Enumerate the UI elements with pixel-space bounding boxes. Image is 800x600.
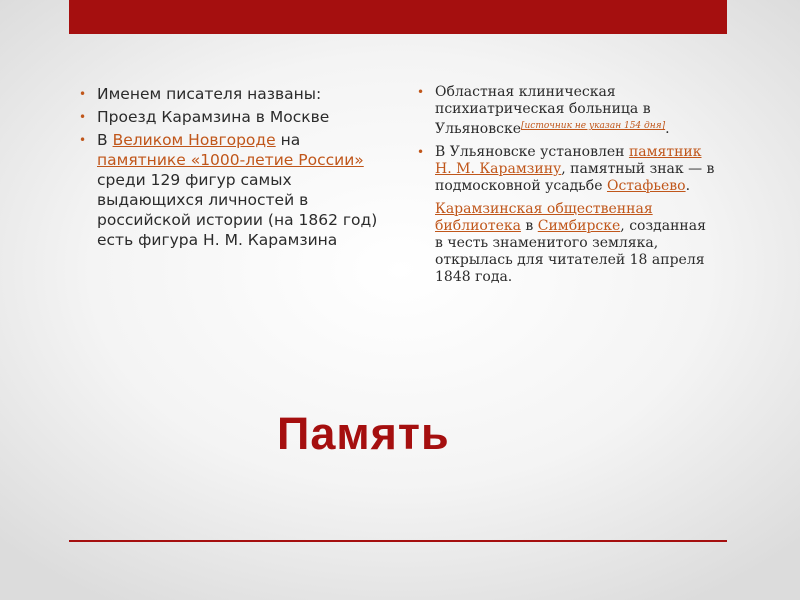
list-item <box>417 84 717 138</box>
list-text: В <box>97 131 113 149</box>
link-karamzin-library[interactable]: Карамзинская общественная библиотека <box>435 201 653 234</box>
list-text: , памятный знак — в подмосковной усадьбе <box>435 161 715 194</box>
link-simbirsk[interactable]: Симбирске <box>537 218 621 234</box>
list-text: , созданная в честь знаменитого земляка, открылась для читателей 18 апреля 1848 года. <box>435 218 706 285</box>
list-item <box>417 201 717 286</box>
link-ostafyevo[interactable]: Остафьево <box>606 178 686 194</box>
left-column <box>79 84 379 253</box>
list-item <box>79 84 379 104</box>
list-text: . <box>665 121 670 137</box>
list-text: . <box>685 178 691 194</box>
list-item <box>79 130 379 250</box>
bullet-icon: • <box>417 85 425 99</box>
link-monument-1000[interactable]: памятнике «1000-летие России» <box>97 151 364 169</box>
list-text: Проезд Карамзина в Москве <box>97 108 330 126</box>
list-item <box>79 107 379 127</box>
link-veliky-novgorod[interactable]: Великом Новгороде <box>112 131 276 149</box>
top-accent-bar <box>69 0 727 34</box>
list-heading: Именем писателя названы: <box>97 85 322 103</box>
right-column <box>417 84 717 286</box>
list-text: среди 129 фигур самых выдающихся личностей в российской истории (на 1862 год) есть фигура Н. М. Карамзина <box>97 171 378 249</box>
link-monument-karamzin[interactable]: памятник Н. М. Карамзину <box>435 144 702 177</box>
bullet-icon: • <box>79 87 87 101</box>
list-text: на <box>275 131 301 149</box>
bullet-icon: • <box>79 133 87 147</box>
list-text: в <box>520 218 538 234</box>
list-text: В Ульяновске установлен <box>435 144 629 160</box>
bullet-icon: • <box>79 110 87 124</box>
slide-title: Память <box>277 408 450 459</box>
list-item <box>417 144 717 195</box>
citation-needed-link[interactable]: [источник не указан 154 дня] <box>520 121 666 131</box>
bottom-divider <box>69 540 727 542</box>
list-text: Областная клиническая психиатрическая больница в Ульяновске <box>435 84 651 137</box>
bullet-icon: • <box>417 145 425 159</box>
